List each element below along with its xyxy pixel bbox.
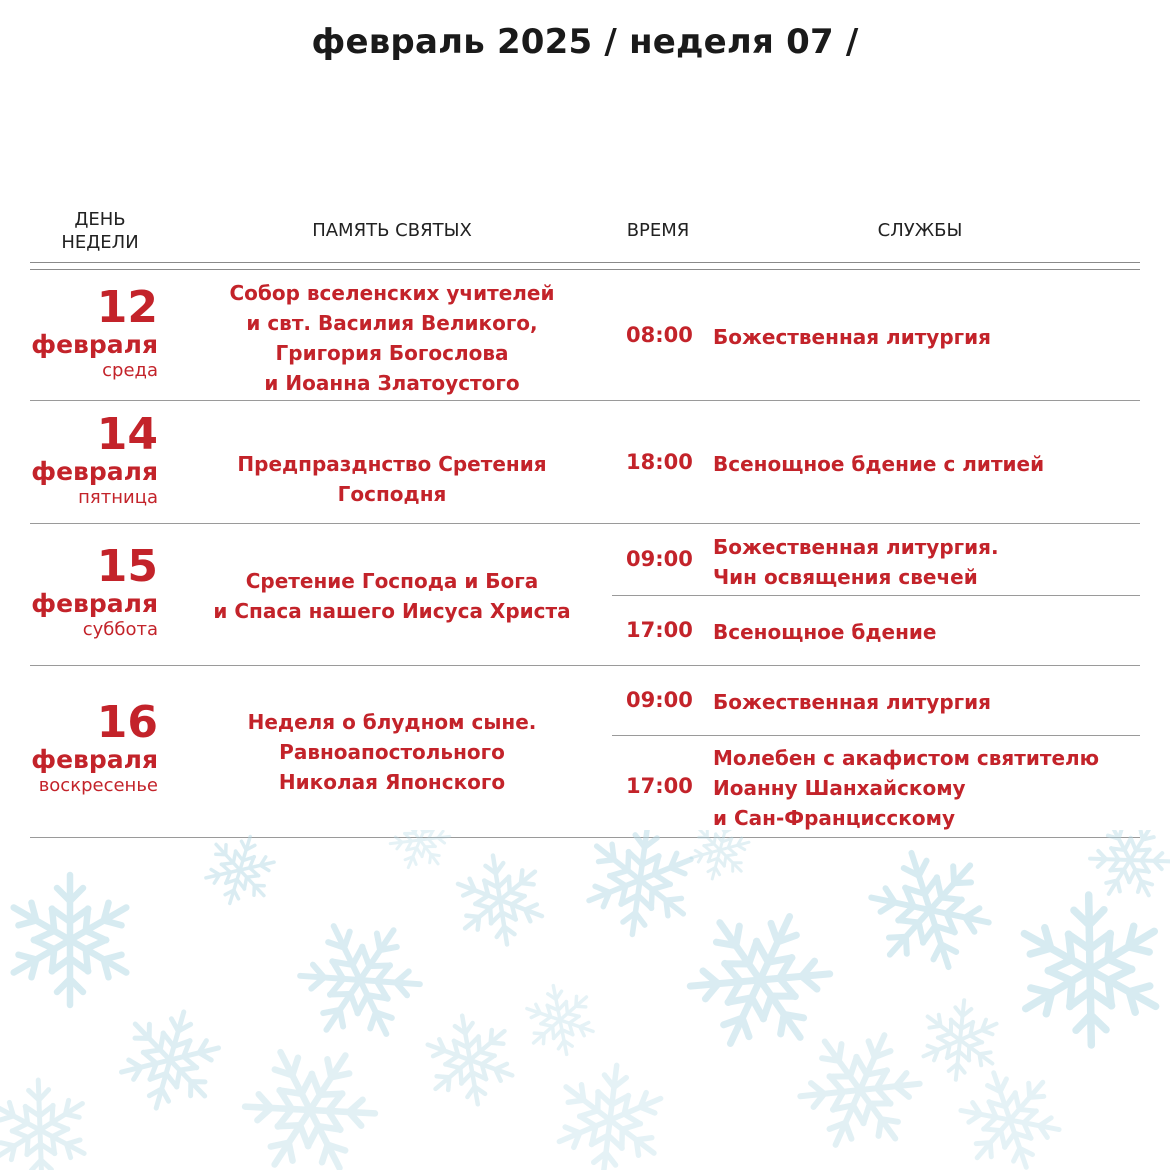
saint-line: и свт. Василия Великого, <box>246 311 538 335</box>
saint-line: Сретение Господа и Бога <box>245 569 539 593</box>
snowflake-icon <box>0 1067 105 1170</box>
day-number: 12 <box>96 282 158 333</box>
header-rule-top <box>30 262 1140 263</box>
row-divider <box>30 665 1140 666</box>
snowflake-icon <box>788 1014 932 1166</box>
service-time: 17:00 <box>626 774 693 798</box>
saints-cell-12 <box>192 278 592 398</box>
header-day-line1: ДЕНЬ <box>74 209 126 230</box>
snowflake-icon <box>921 997 998 1084</box>
service-divider <box>612 595 1140 596</box>
day-weekday: пятница <box>78 487 158 508</box>
saint-line: Неделя о блудном сыне. <box>247 710 537 734</box>
day-weekday: среда <box>102 360 158 381</box>
saints-cell-16 <box>192 707 592 797</box>
service-name <box>713 449 1133 479</box>
service-name <box>713 617 1133 647</box>
saint-line: и Спаса нашего Иисуса Христа <box>213 599 571 623</box>
service-line: Божественная литургия <box>713 325 991 349</box>
snowflake-icon <box>585 830 695 941</box>
snowflake-icon <box>410 1001 529 1119</box>
saint-line: Николая Японского <box>278 770 506 794</box>
service-name <box>713 322 1133 352</box>
header-day-of-week <box>40 208 160 254</box>
day-month: февраля <box>31 330 158 359</box>
day-cell-16 <box>31 697 158 797</box>
snowflake-icon <box>227 1025 392 1170</box>
day-weekday: суббота <box>82 619 158 640</box>
snowflake-icon <box>384 830 455 878</box>
saints-cell-14 <box>192 449 592 509</box>
day-cell-14 <box>31 409 158 509</box>
saint-line: Равноапостольного <box>279 740 505 764</box>
service-divider <box>612 735 1140 736</box>
header-day-line2: НЕДЕЛИ <box>61 232 139 253</box>
header-rule-bottom <box>30 269 1140 270</box>
snowflake-icon <box>514 974 607 1066</box>
service-line: Чин освящения свечей <box>713 565 978 589</box>
saint-line: и Иоанна Златоустого <box>264 371 520 395</box>
service-time: 18:00 <box>626 450 693 474</box>
snowflake-icon <box>115 1000 226 1120</box>
service-line: и Сан-Францисскому <box>713 806 955 830</box>
snowflake-icon <box>992 876 1170 1065</box>
snowflake-decoration <box>0 830 1170 1170</box>
service-time: 09:00 <box>626 688 693 712</box>
day-cell-12 <box>31 282 158 382</box>
service-time: 17:00 <box>626 618 693 642</box>
service-name <box>713 532 1133 592</box>
day-month: февраля <box>31 457 158 486</box>
saint-line: Собор вселенских учителей <box>229 281 555 305</box>
service-line: Божественная литургия <box>713 690 991 714</box>
service-name <box>713 743 1133 833</box>
saints-cell-15 <box>192 566 592 626</box>
day-number: 14 <box>96 409 158 460</box>
day-number: 15 <box>96 541 158 592</box>
snowflake-icon <box>556 1060 664 1170</box>
day-month: февраля <box>31 589 158 618</box>
snowflake-icon <box>201 830 279 912</box>
day-weekday: воскресенье <box>38 775 158 796</box>
row-divider <box>30 523 1140 524</box>
page-title: февраль 2025 / неделя 07 / <box>311 22 859 62</box>
service-time: 08:00 <box>626 323 693 347</box>
service-line: Всенощное бдение <box>713 620 937 644</box>
service-name <box>713 687 1133 717</box>
header-services: СЛУЖБЫ <box>877 220 963 241</box>
snowflake-icon <box>441 841 560 958</box>
snowflake-icon <box>675 891 844 1069</box>
saint-line: Григория Богослова <box>275 341 509 365</box>
service-line: Иоанну Шанхайскому <box>713 776 966 800</box>
day-number: 16 <box>96 697 158 748</box>
header-time: ВРЕМЯ <box>626 220 690 241</box>
snowflake-icon <box>1079 830 1170 912</box>
snowflake-icon <box>283 901 436 1059</box>
saint-line: Предпразднство Сретения Господня <box>237 452 547 506</box>
service-line: Всенощное бдение с литией <box>713 452 1045 476</box>
snowflake-icon <box>14 875 127 1005</box>
snowflake-icon <box>687 830 753 886</box>
header-saints: ПАМЯТЬ СВЯТЫХ <box>312 220 472 241</box>
row-divider <box>30 400 1140 401</box>
day-cell-15 <box>31 541 158 641</box>
snowflake-icon <box>851 831 1009 990</box>
service-line: Молебен с акафистом святителю <box>713 746 1100 770</box>
service-line: Божественная литургия. <box>713 535 999 559</box>
service-time: 09:00 <box>626 547 693 571</box>
day-month: февраля <box>31 745 158 774</box>
